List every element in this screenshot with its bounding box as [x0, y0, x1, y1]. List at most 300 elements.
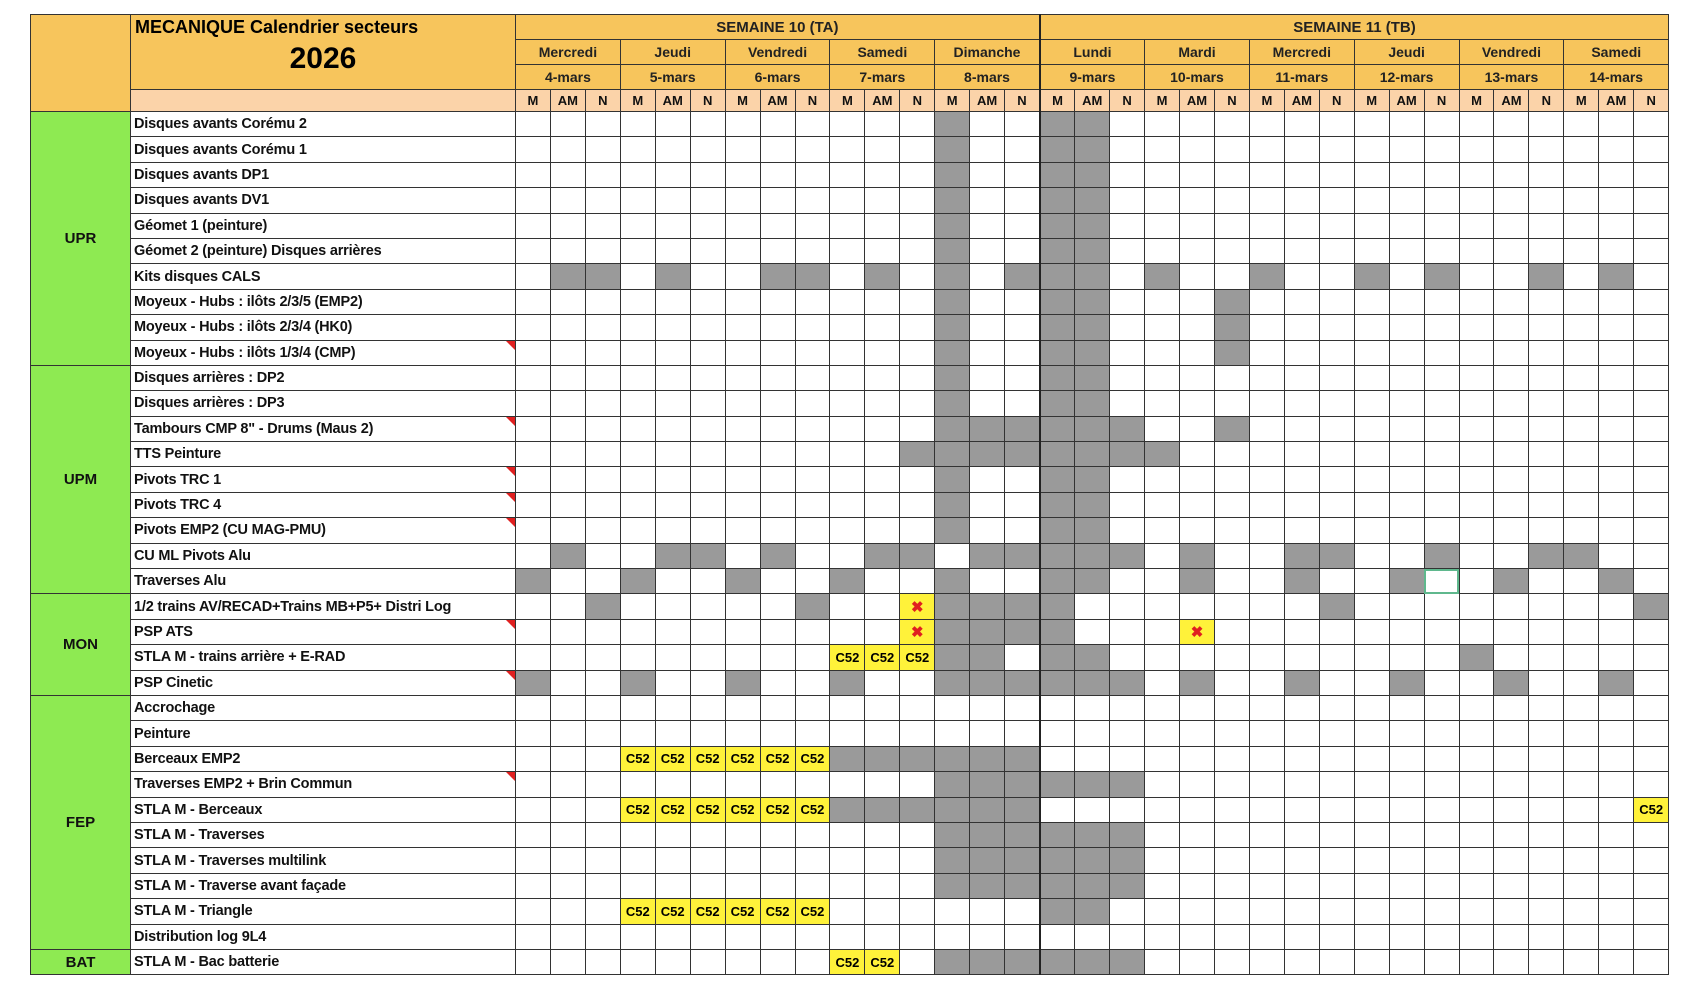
- schedule-cell[interactable]: [1249, 467, 1284, 492]
- schedule-cell[interactable]: [1389, 695, 1424, 720]
- schedule-cell[interactable]: [1634, 340, 1669, 365]
- schedule-cell[interactable]: [1389, 848, 1424, 873]
- schedule-cell[interactable]: [620, 721, 655, 746]
- schedule-cell[interactable]: [1599, 746, 1634, 771]
- schedule-cell[interactable]: [1005, 137, 1040, 162]
- schedule-cell[interactable]: [935, 213, 970, 238]
- schedule-cell[interactable]: [1599, 594, 1634, 619]
- schedule-cell[interactable]: [585, 899, 620, 924]
- schedule-cell[interactable]: [1319, 569, 1354, 594]
- schedule-cell[interactable]: [1459, 112, 1494, 137]
- schedule-cell[interactable]: [516, 162, 551, 187]
- schedule-cell[interactable]: [865, 797, 900, 822]
- schedule-cell[interactable]: [1599, 238, 1634, 263]
- schedule-cell[interactable]: [1005, 670, 1040, 695]
- schedule-cell[interactable]: [830, 188, 865, 213]
- schedule-cell[interactable]: [1529, 645, 1564, 670]
- schedule-cell[interactable]: [1110, 213, 1145, 238]
- schedule-cell[interactable]: [1249, 873, 1284, 898]
- day-name[interactable]: Dimanche: [935, 40, 1040, 65]
- schedule-cell[interactable]: [1319, 188, 1354, 213]
- schedule-cell[interactable]: [970, 873, 1005, 898]
- schedule-cell[interactable]: [1319, 772, 1354, 797]
- schedule-cell[interactable]: [1459, 442, 1494, 467]
- schedule-cell[interactable]: [1075, 416, 1110, 441]
- schedule-cell[interactable]: [900, 213, 935, 238]
- schedule-cell[interactable]: [1284, 467, 1319, 492]
- schedule-cell[interactable]: [865, 391, 900, 416]
- row-label[interactable]: Disques avants DV1: [131, 188, 516, 213]
- schedule-cell[interactable]: [655, 442, 690, 467]
- schedule-cell[interactable]: [1249, 899, 1284, 924]
- schedule-cell[interactable]: [1040, 112, 1075, 137]
- schedule-cell[interactable]: [1599, 518, 1634, 543]
- schedule-cell[interactable]: [865, 848, 900, 873]
- schedule-cell[interactable]: [865, 289, 900, 314]
- schedule-cell[interactable]: [1494, 492, 1529, 517]
- schedule-cell[interactable]: [1599, 543, 1634, 568]
- schedule-cell[interactable]: [1110, 492, 1145, 517]
- schedule-cell[interactable]: [1145, 569, 1180, 594]
- schedule-cell[interactable]: [795, 492, 830, 517]
- schedule-cell[interactable]: [1599, 467, 1634, 492]
- schedule-cell[interactable]: [1494, 518, 1529, 543]
- schedule-cell[interactable]: [1075, 873, 1110, 898]
- schedule-cell[interactable]: [1075, 137, 1110, 162]
- schedule-cell[interactable]: [1389, 873, 1424, 898]
- schedule-cell[interactable]: [1005, 899, 1040, 924]
- schedule-cell[interactable]: [1529, 594, 1564, 619]
- schedule-cell[interactable]: [550, 467, 585, 492]
- schedule-cell[interactable]: [550, 695, 585, 720]
- schedule-cell[interactable]: [1529, 949, 1564, 974]
- schedule-cell[interactable]: [795, 721, 830, 746]
- schedule-cell[interactable]: [1214, 188, 1249, 213]
- schedule-cell[interactable]: [1040, 746, 1075, 771]
- schedule-cell[interactable]: [1145, 112, 1180, 137]
- schedule-cell[interactable]: [935, 645, 970, 670]
- schedule-cell[interactable]: [550, 873, 585, 898]
- schedule-cell[interactable]: [935, 949, 970, 974]
- schedule-cell[interactable]: [1180, 340, 1215, 365]
- schedule-cell[interactable]: [1389, 442, 1424, 467]
- schedule-cell[interactable]: [620, 873, 655, 898]
- schedule-cell[interactable]: [516, 289, 551, 314]
- schedule-cell[interactable]: [970, 391, 1005, 416]
- schedule-cell[interactable]: [1354, 619, 1389, 644]
- schedule-cell[interactable]: [516, 670, 551, 695]
- schedule-cell[interactable]: [1634, 188, 1669, 213]
- schedule-cell[interactable]: [1424, 492, 1459, 517]
- schedule-cell[interactable]: [620, 112, 655, 137]
- schedule-cell[interactable]: [1180, 416, 1215, 441]
- schedule-cell[interactable]: [690, 213, 725, 238]
- schedule-cell[interactable]: [725, 924, 760, 949]
- slot-header[interactable]: M: [1564, 90, 1599, 112]
- schedule-cell[interactable]: [1040, 695, 1075, 720]
- schedule-cell[interactable]: [690, 518, 725, 543]
- schedule-cell[interactable]: [1634, 137, 1669, 162]
- schedule-cell[interactable]: [1284, 213, 1319, 238]
- schedule-cell[interactable]: [900, 670, 935, 695]
- schedule-cell[interactable]: [690, 391, 725, 416]
- schedule-cell[interactable]: [795, 162, 830, 187]
- schedule-cell[interactable]: [935, 899, 970, 924]
- schedule-cell[interactable]: [655, 594, 690, 619]
- schedule-cell[interactable]: [1529, 213, 1564, 238]
- schedule-cell[interactable]: [1249, 365, 1284, 390]
- schedule-cell[interactable]: [865, 213, 900, 238]
- schedule-cell[interactable]: [725, 137, 760, 162]
- schedule-cell[interactable]: [1040, 797, 1075, 822]
- schedule-cell[interactable]: [1389, 365, 1424, 390]
- schedule-cell[interactable]: [1494, 442, 1529, 467]
- schedule-cell[interactable]: [1145, 264, 1180, 289]
- schedule-cell[interactable]: [725, 619, 760, 644]
- row-label[interactable]: STLA M - trains arrière + E-RAD: [131, 645, 516, 670]
- schedule-cell[interactable]: [725, 873, 760, 898]
- day-name[interactable]: Vendredi: [725, 40, 830, 65]
- schedule-cell[interactable]: [1424, 137, 1459, 162]
- schedule-cell[interactable]: [1389, 746, 1424, 771]
- row-label[interactable]: Kits disques CALS: [131, 264, 516, 289]
- schedule-cell[interactable]: [935, 924, 970, 949]
- row-label[interactable]: Disques avants Corému 2: [131, 112, 516, 137]
- schedule-cell[interactable]: [1214, 112, 1249, 137]
- schedule-cell[interactable]: [690, 873, 725, 898]
- schedule-cell[interactable]: [1005, 721, 1040, 746]
- schedule-cell[interactable]: [970, 619, 1005, 644]
- schedule-cell[interactable]: [1110, 162, 1145, 187]
- schedule-cell[interactable]: [585, 416, 620, 441]
- schedule-cell[interactable]: [550, 289, 585, 314]
- schedule-cell[interactable]: [1354, 289, 1389, 314]
- schedule-cell[interactable]: [690, 492, 725, 517]
- schedule-cell[interactable]: [1110, 746, 1145, 771]
- schedule-cell[interactable]: [1459, 289, 1494, 314]
- schedule-cell[interactable]: [1319, 543, 1354, 568]
- schedule-cell[interactable]: [1529, 721, 1564, 746]
- schedule-cell[interactable]: [725, 645, 760, 670]
- schedule-cell[interactable]: [1459, 924, 1494, 949]
- schedule-cell[interactable]: [1564, 619, 1599, 644]
- schedule-cell[interactable]: C52: [725, 746, 760, 771]
- schedule-cell[interactable]: [1354, 772, 1389, 797]
- schedule-cell[interactable]: [1634, 365, 1669, 390]
- schedule-cell[interactable]: [1284, 772, 1319, 797]
- schedule-cell[interactable]: [935, 873, 970, 898]
- schedule-cell[interactable]: [1040, 619, 1075, 644]
- schedule-cell[interactable]: [620, 340, 655, 365]
- schedule-cell[interactable]: [1424, 442, 1459, 467]
- day-date[interactable]: 7-mars: [830, 65, 935, 90]
- schedule-cell[interactable]: [830, 340, 865, 365]
- schedule-cell[interactable]: [1180, 518, 1215, 543]
- schedule-cell[interactable]: [1459, 162, 1494, 187]
- schedule-cell[interactable]: C52: [760, 797, 795, 822]
- schedule-cell[interactable]: [830, 670, 865, 695]
- schedule-cell[interactable]: [900, 848, 935, 873]
- schedule-cell[interactable]: [1424, 873, 1459, 898]
- schedule-cell[interactable]: [1459, 543, 1494, 568]
- schedule-cell[interactable]: [1424, 416, 1459, 441]
- schedule-cell[interactable]: [1354, 822, 1389, 847]
- schedule-cell[interactable]: [1389, 924, 1424, 949]
- schedule-cell[interactable]: [1145, 238, 1180, 263]
- day-name[interactable]: Mercredi: [1249, 40, 1354, 65]
- schedule-cell[interactable]: [1634, 442, 1669, 467]
- schedule-cell[interactable]: [550, 442, 585, 467]
- schedule-cell[interactable]: [516, 340, 551, 365]
- schedule-cell[interactable]: [1319, 670, 1354, 695]
- schedule-cell[interactable]: [900, 543, 935, 568]
- schedule-cell[interactable]: [1494, 899, 1529, 924]
- slot-header[interactable]: AM: [655, 90, 690, 112]
- schedule-cell[interactable]: [1599, 899, 1634, 924]
- schedule-cell[interactable]: [1214, 365, 1249, 390]
- schedule-cell[interactable]: [1599, 442, 1634, 467]
- day-name[interactable]: Lundi: [1040, 40, 1145, 65]
- schedule-cell[interactable]: [550, 899, 585, 924]
- schedule-cell[interactable]: [1214, 848, 1249, 873]
- schedule-cell[interactable]: [830, 569, 865, 594]
- schedule-cell[interactable]: [1040, 924, 1075, 949]
- schedule-cell[interactable]: [1564, 797, 1599, 822]
- schedule-cell[interactable]: [1354, 518, 1389, 543]
- schedule-cell[interactable]: [1180, 315, 1215, 340]
- schedule-cell[interactable]: [865, 670, 900, 695]
- schedule-cell[interactable]: [1249, 238, 1284, 263]
- schedule-cell[interactable]: [865, 721, 900, 746]
- schedule-cell[interactable]: [935, 340, 970, 365]
- schedule-cell[interactable]: [690, 645, 725, 670]
- schedule-cell[interactable]: [1075, 899, 1110, 924]
- schedule-cell[interactable]: [1564, 949, 1599, 974]
- schedule-cell[interactable]: [1040, 442, 1075, 467]
- schedule-cell[interactable]: [1354, 695, 1389, 720]
- schedule-cell[interactable]: [550, 162, 585, 187]
- schedule-cell[interactable]: [1494, 721, 1529, 746]
- schedule-cell[interactable]: [1319, 797, 1354, 822]
- slot-header[interactable]: AM: [1599, 90, 1634, 112]
- schedule-cell[interactable]: [1494, 365, 1529, 390]
- schedule-cell[interactable]: [830, 238, 865, 263]
- schedule-cell[interactable]: [1634, 695, 1669, 720]
- schedule-cell[interactable]: [970, 289, 1005, 314]
- schedule-cell[interactable]: [900, 416, 935, 441]
- schedule-cell[interactable]: [620, 492, 655, 517]
- schedule-cell[interactable]: [795, 924, 830, 949]
- schedule-cell[interactable]: [1634, 645, 1669, 670]
- schedule-cell[interactable]: [1180, 238, 1215, 263]
- schedule-cell[interactable]: [865, 467, 900, 492]
- schedule-cell[interactable]: [1284, 695, 1319, 720]
- schedule-cell[interactable]: [1319, 162, 1354, 187]
- schedule-cell[interactable]: [760, 949, 795, 974]
- schedule-cell[interactable]: [1110, 365, 1145, 390]
- schedule-cell[interactable]: [795, 569, 830, 594]
- schedule-cell[interactable]: [1319, 238, 1354, 263]
- schedule-cell[interactable]: [900, 492, 935, 517]
- schedule-cell[interactable]: [1494, 670, 1529, 695]
- schedule-cell[interactable]: [620, 949, 655, 974]
- schedule-cell[interactable]: [1389, 162, 1424, 187]
- schedule-cell[interactable]: [1599, 772, 1634, 797]
- slot-header[interactable]: N: [1634, 90, 1669, 112]
- schedule-cell[interactable]: [830, 264, 865, 289]
- schedule-cell[interactable]: [1424, 721, 1459, 746]
- schedule-cell[interactable]: [1180, 899, 1215, 924]
- schedule-cell[interactable]: [1249, 391, 1284, 416]
- schedule-cell[interactable]: [1040, 822, 1075, 847]
- schedule-cell[interactable]: [865, 416, 900, 441]
- schedule-cell[interactable]: [935, 442, 970, 467]
- schedule-cell[interactable]: [1389, 645, 1424, 670]
- schedule-cell[interactable]: [1389, 721, 1424, 746]
- schedule-cell[interactable]: [1424, 949, 1459, 974]
- schedule-cell[interactable]: [1249, 264, 1284, 289]
- schedule-cell[interactable]: [1424, 289, 1459, 314]
- schedule-cell[interactable]: [900, 924, 935, 949]
- schedule-cell[interactable]: [516, 467, 551, 492]
- schedule-cell[interactable]: [935, 112, 970, 137]
- schedule-cell[interactable]: [935, 518, 970, 543]
- schedule-cell[interactable]: [970, 238, 1005, 263]
- schedule-cell[interactable]: [1005, 619, 1040, 644]
- schedule-cell[interactable]: [1249, 162, 1284, 187]
- schedule-cell[interactable]: [970, 315, 1005, 340]
- row-label[interactable]: Peinture: [131, 721, 516, 746]
- row-label[interactable]: Disques arrières : DP3: [131, 391, 516, 416]
- schedule-cell[interactable]: [1214, 416, 1249, 441]
- slot-header[interactable]: AM: [1180, 90, 1215, 112]
- schedule-cell[interactable]: [655, 873, 690, 898]
- schedule-cell[interactable]: [1634, 569, 1669, 594]
- schedule-cell[interactable]: [865, 162, 900, 187]
- schedule-cell[interactable]: [760, 340, 795, 365]
- schedule-cell[interactable]: C52: [725, 899, 760, 924]
- schedule-cell[interactable]: [1424, 340, 1459, 365]
- schedule-cell[interactable]: [830, 924, 865, 949]
- schedule-cell[interactable]: [1005, 848, 1040, 873]
- schedule-cell[interactable]: [620, 695, 655, 720]
- schedule-cell[interactable]: [1249, 924, 1284, 949]
- schedule-cell[interactable]: [1110, 188, 1145, 213]
- schedule-cell[interactable]: [1424, 924, 1459, 949]
- schedule-cell[interactable]: [1424, 315, 1459, 340]
- schedule-cell[interactable]: [970, 264, 1005, 289]
- schedule-cell[interactable]: [795, 695, 830, 720]
- schedule-cell[interactable]: C52: [690, 797, 725, 822]
- schedule-cell[interactable]: [1214, 569, 1249, 594]
- schedule-cell[interactable]: [516, 594, 551, 619]
- schedule-cell[interactable]: [516, 645, 551, 670]
- schedule-cell[interactable]: [1145, 645, 1180, 670]
- schedule-cell[interactable]: [690, 822, 725, 847]
- schedule-cell[interactable]: [760, 543, 795, 568]
- schedule-cell[interactable]: [1005, 518, 1040, 543]
- schedule-cell[interactable]: [1110, 924, 1145, 949]
- schedule-cell[interactable]: [1354, 899, 1389, 924]
- schedule-cell[interactable]: [1354, 264, 1389, 289]
- schedule-cell[interactable]: [760, 112, 795, 137]
- schedule-cell[interactable]: [1459, 365, 1494, 390]
- schedule-cell[interactable]: [970, 416, 1005, 441]
- schedule-cell[interactable]: [1005, 162, 1040, 187]
- row-label[interactable]: CU ML Pivots Alu: [131, 543, 516, 568]
- schedule-cell[interactable]: [690, 365, 725, 390]
- row-label[interactable]: Pivots TRC 1: [131, 467, 516, 492]
- schedule-cell[interactable]: [655, 924, 690, 949]
- schedule-cell[interactable]: [1354, 670, 1389, 695]
- schedule-cell[interactable]: [1319, 315, 1354, 340]
- schedule-cell[interactable]: ✖: [900, 594, 935, 619]
- schedule-cell[interactable]: [1319, 365, 1354, 390]
- schedule-cell[interactable]: [900, 873, 935, 898]
- schedule-cell[interactable]: [1075, 924, 1110, 949]
- slot-header[interactable]: N: [585, 90, 620, 112]
- schedule-cell[interactable]: [1459, 645, 1494, 670]
- schedule-cell[interactable]: [1354, 492, 1389, 517]
- schedule-cell[interactable]: [1424, 695, 1459, 720]
- schedule-cell[interactable]: [1529, 112, 1564, 137]
- schedule-cell[interactable]: C52: [760, 899, 795, 924]
- schedule-cell[interactable]: [550, 137, 585, 162]
- schedule-cell[interactable]: [1599, 188, 1634, 213]
- schedule-cell[interactable]: [1459, 670, 1494, 695]
- schedule-cell[interactable]: [1040, 949, 1075, 974]
- schedule-cell[interactable]: [516, 137, 551, 162]
- schedule-cell[interactable]: [585, 188, 620, 213]
- schedule-cell[interactable]: [516, 949, 551, 974]
- schedule-cell[interactable]: [1599, 112, 1634, 137]
- schedule-cell[interactable]: [760, 873, 795, 898]
- schedule-cell[interactable]: [1145, 442, 1180, 467]
- schedule-cell[interactable]: [550, 492, 585, 517]
- schedule-cell[interactable]: [1110, 340, 1145, 365]
- schedule-cell[interactable]: [1634, 619, 1669, 644]
- schedule-cell[interactable]: [725, 442, 760, 467]
- schedule-cell[interactable]: [550, 518, 585, 543]
- schedule-cell[interactable]: [935, 264, 970, 289]
- schedule-cell[interactable]: [1214, 137, 1249, 162]
- schedule-cell[interactable]: [1459, 746, 1494, 771]
- schedule-cell[interactable]: [1529, 924, 1564, 949]
- schedule-cell[interactable]: [550, 746, 585, 771]
- schedule-cell[interactable]: [1529, 848, 1564, 873]
- schedule-cell[interactable]: [1110, 619, 1145, 644]
- schedule-cell[interactable]: [585, 645, 620, 670]
- schedule-cell[interactable]: [795, 822, 830, 847]
- schedule-cell[interactable]: [550, 391, 585, 416]
- schedule-cell[interactable]: [1459, 213, 1494, 238]
- schedule-cell[interactable]: [516, 238, 551, 263]
- schedule-cell[interactable]: [1389, 137, 1424, 162]
- schedule-cell[interactable]: [1634, 772, 1669, 797]
- schedule-cell[interactable]: [1494, 822, 1529, 847]
- row-label[interactable]: Disques avants DP1: [131, 162, 516, 187]
- schedule-cell[interactable]: [1180, 289, 1215, 314]
- schedule-cell[interactable]: [620, 213, 655, 238]
- schedule-cell[interactable]: [585, 543, 620, 568]
- schedule-cell[interactable]: [1284, 746, 1319, 771]
- schedule-cell[interactable]: [1529, 772, 1564, 797]
- schedule-cell[interactable]: [760, 670, 795, 695]
- schedule-cell[interactable]: [550, 619, 585, 644]
- schedule-cell[interactable]: [1214, 391, 1249, 416]
- slot-blank[interactable]: [131, 90, 516, 112]
- schedule-cell[interactable]: [830, 695, 865, 720]
